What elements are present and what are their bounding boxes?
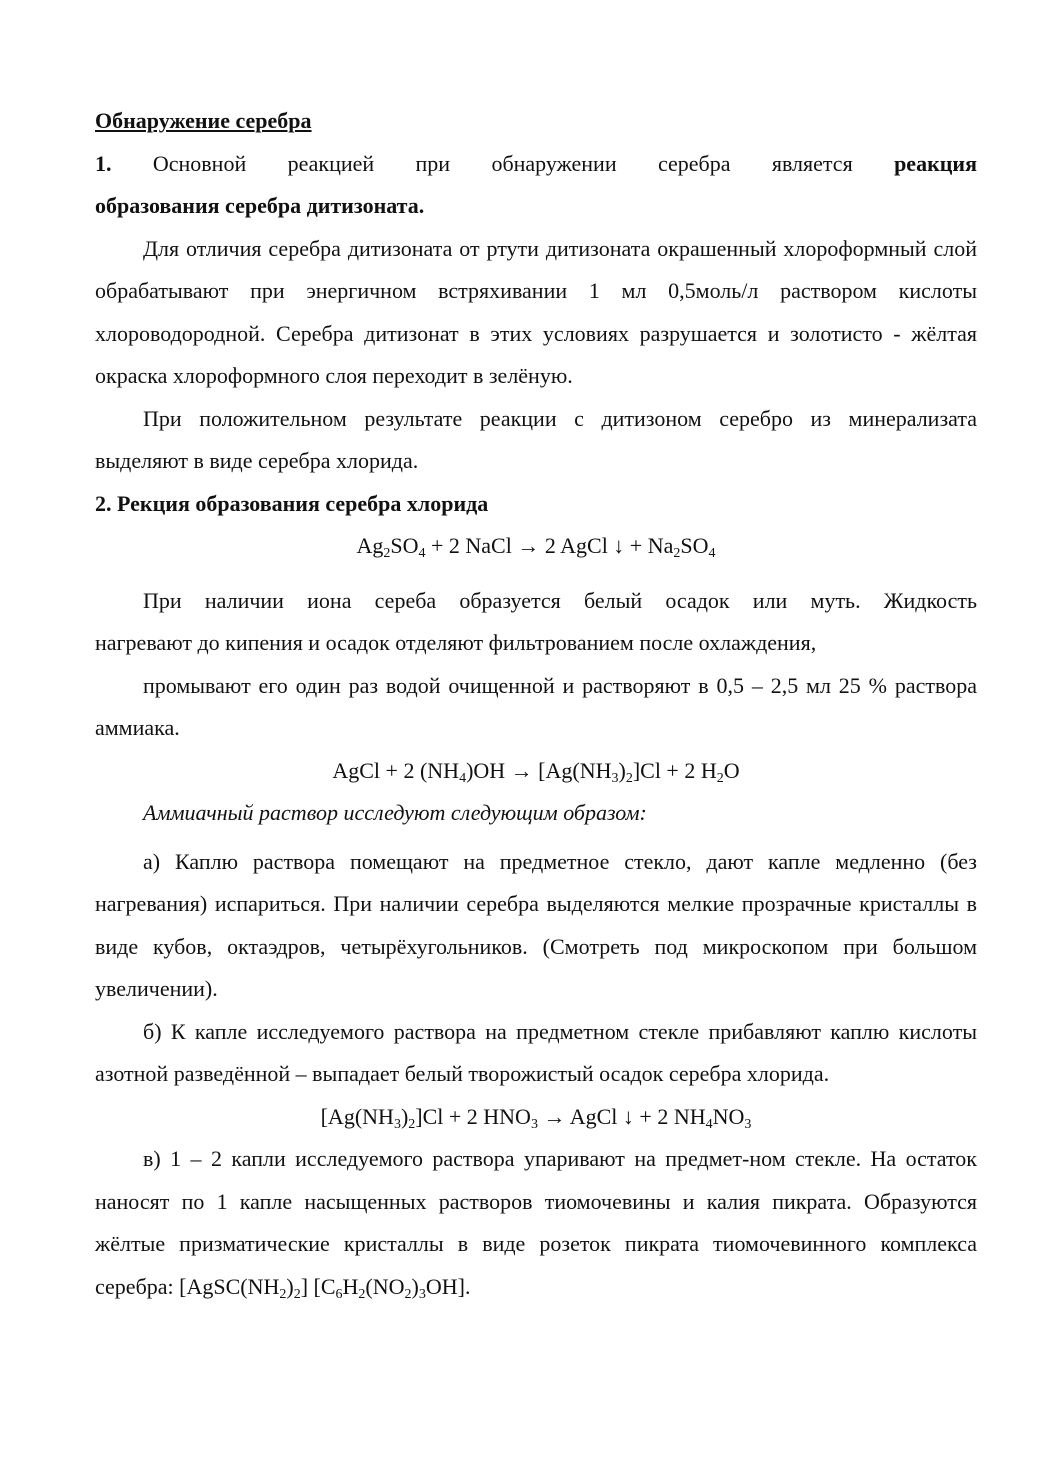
item-1-text: Основной реакцией при обнаружении серебра является bbox=[111, 150, 895, 176]
item-1-number: 1. bbox=[95, 150, 112, 176]
paragraph-dithizonate: Для отличия серебра дитизоната от ртути дитизоната окрашенный хлороформный слой обрабатывают при энергичном встряхивании 1 мл 0,5моль/л раствором кислоты хлороводородной. Серебра дитизонат в этих условиях разрушается и золотисто - жёлтая окраска хлороформного слоя переходит в зелёную. bbox=[95, 235, 977, 388]
equation-1: $Ag_2SO_4 + 2$ NaCl → 2 AgCl ↓ + $Na_2SO_4$ bbox=[356, 533, 716, 561]
paragraph-b: б) К капле исследуемого раствора на предметном стекле прибавляют каплю кислоты азотной разведённой – выпадает белый творожистый осадок серебра хлорида. bbox=[95, 1018, 977, 1086]
section-heading: Обнаружение серебра bbox=[95, 108, 312, 133]
paragraph-a: а) Каплю раствора помещают на предметное стекло, дают капле медленно (без нагревания) испариться. При наличии серебра выделяются мелкие прозрачные кристаллы в виде кубов, октаэдров, четырёхугольников. (Смотреть под микроскопом при большом увеличении). bbox=[95, 848, 977, 1001]
paragraph-v: в) 1 – 2 капли исследуемого раствора упаривают на предмет-ном стекле. На остаток наносят по 1 капле насыщенных растворов тиомочевины и калия пикрата. Образуются жёлтые призматические кристаллы в виде розеток пикрата тиомочевинного комплекса серебра: $[AgSC(NH_2)_2]$ $[C_6H_2(NO_2)_3OH]$. bbox=[95, 1146, 977, 1302]
equation-2: AgCl + 2 $(NH_4)OH \to [Ag(NH_3)_2]Cl + 2$ $H_2O$ bbox=[332, 757, 740, 786]
item-2-heading: 2. Рекция образования серебра хлорида bbox=[95, 490, 489, 516]
item-1-bold-tail: реакция bbox=[894, 150, 977, 176]
paragraph-precipitate-line-1: При наличии иона сереба образуется белый осадок или муть. Жидкость bbox=[143, 587, 977, 613]
equation-3: $[Ag(NH_3)_2]Cl + 2$ $HNO_3$ → AgCl ↓ + 2 $NH_4NO_3$ bbox=[320, 1103, 752, 1132]
italic-intro: Аммиачный раствор исследуют следующим образом: bbox=[143, 800, 647, 825]
item-1-line-1 bbox=[95, 143, 977, 186]
paragraph-precipitate-line-2: нагревают до кипения и осадок отделяют фильтрованием после охлаждения, bbox=[95, 630, 817, 655]
item-1-line-2: образования серебра дитизоната. bbox=[95, 193, 425, 218]
paragraph-positive-result: При положительном результате реакции с дитизоном серебро из минерализата выделяют в виде серебра хлорида. bbox=[95, 405, 977, 473]
paragraph-ammonia: промывают его один раз водой очищенной и растворяют в 0,5 – 2,5 мл 25 % раствора аммиака. bbox=[95, 672, 977, 740]
document-page bbox=[95, 100, 977, 1308]
